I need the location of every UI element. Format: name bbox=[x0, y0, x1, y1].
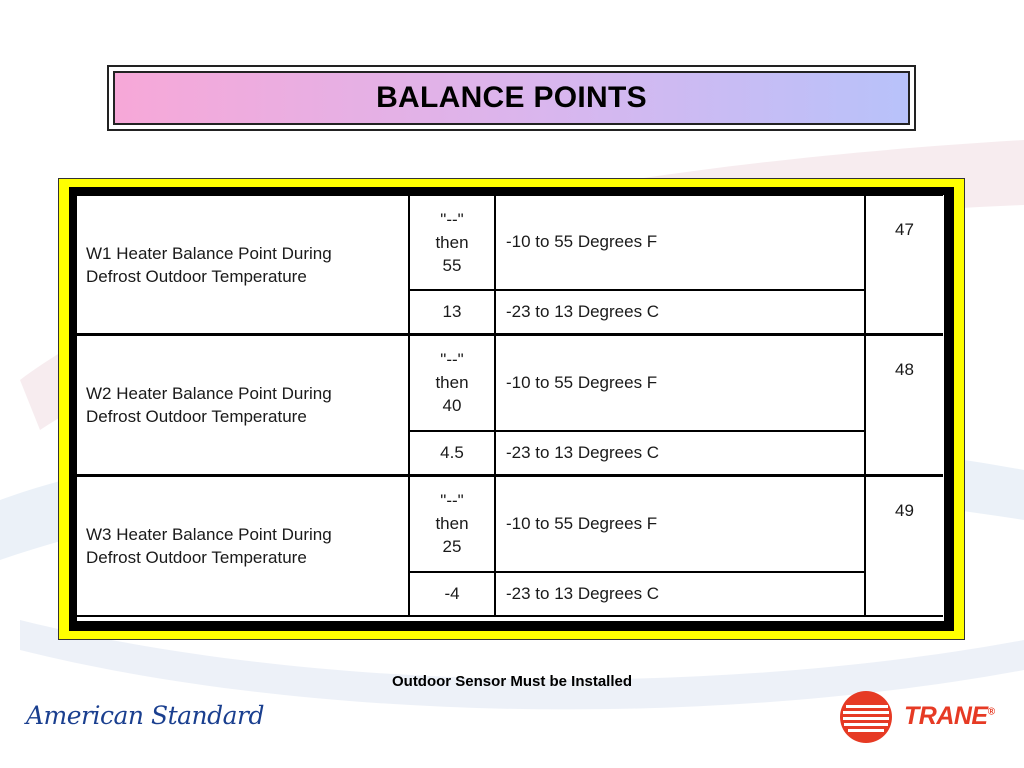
range-cell: -23 to 13 Degrees C bbox=[495, 431, 865, 476]
table-row bbox=[77, 335, 943, 431]
parameter-line: W1 Heater Balance Point During bbox=[86, 243, 332, 263]
table-row bbox=[77, 196, 943, 290]
value-cell: 4.5 bbox=[409, 431, 495, 476]
page-title: BALANCE POINTS bbox=[376, 81, 647, 114]
value-line: then bbox=[435, 232, 469, 252]
parameter-number-cell: 47 bbox=[865, 196, 943, 335]
trane-logo bbox=[838, 688, 1008, 746]
parameter-number-cell: 49 bbox=[865, 476, 943, 616]
value-line: "--" bbox=[440, 209, 464, 229]
parameter-line: W3 Heater Balance Point During bbox=[86, 524, 332, 544]
value-cell bbox=[409, 476, 495, 572]
parameter-cell bbox=[77, 196, 409, 335]
title-banner-inner bbox=[113, 71, 910, 125]
parameter-line: Defrost Outdoor Temperature bbox=[86, 266, 307, 286]
parameter-line: Defrost Outdoor Temperature bbox=[86, 547, 307, 567]
parameter-number-cell: 48 bbox=[865, 335, 943, 476]
parameter-cell bbox=[77, 335, 409, 476]
value-line: 25 bbox=[442, 537, 462, 557]
value-line: "--" bbox=[440, 491, 464, 511]
value-cell: -4 bbox=[409, 572, 495, 616]
value-line: then bbox=[435, 514, 469, 534]
table-frame bbox=[58, 178, 965, 640]
table-row bbox=[77, 476, 943, 572]
trane-circle-icon bbox=[838, 688, 896, 746]
value-line: 55 bbox=[442, 255, 462, 275]
range-cell: -10 to 55 Degrees F bbox=[495, 476, 865, 572]
title-banner bbox=[107, 65, 916, 131]
trademark-symbol: ® bbox=[987, 706, 995, 718]
range-cell: -10 to 55 Degrees F bbox=[495, 335, 865, 431]
value-cell bbox=[409, 335, 495, 431]
balance-points-table bbox=[77, 195, 943, 617]
trane-name: TRANE bbox=[904, 702, 988, 730]
value-cell: 13 bbox=[409, 290, 495, 335]
value-line: then bbox=[435, 373, 469, 393]
range-cell: -23 to 13 Degrees C bbox=[495, 290, 865, 335]
range-cell: -23 to 13 Degrees C bbox=[495, 572, 865, 616]
table-border bbox=[69, 187, 954, 631]
parameter-cell bbox=[77, 476, 409, 616]
value-cell bbox=[409, 196, 495, 290]
range-cell: -10 to 55 Degrees F bbox=[495, 196, 865, 290]
parameter-line: W2 Heater Balance Point During bbox=[86, 384, 332, 403]
value-line: 40 bbox=[442, 396, 462, 416]
trane-wordmark bbox=[904, 702, 994, 731]
american-standard-logo: American Standard bbox=[26, 701, 264, 730]
parameter-line: Defrost Outdoor Temperature bbox=[86, 407, 307, 426]
value-line: "--" bbox=[440, 350, 464, 370]
footer-note: Outdoor Sensor Must be Installed bbox=[391, 673, 633, 690]
